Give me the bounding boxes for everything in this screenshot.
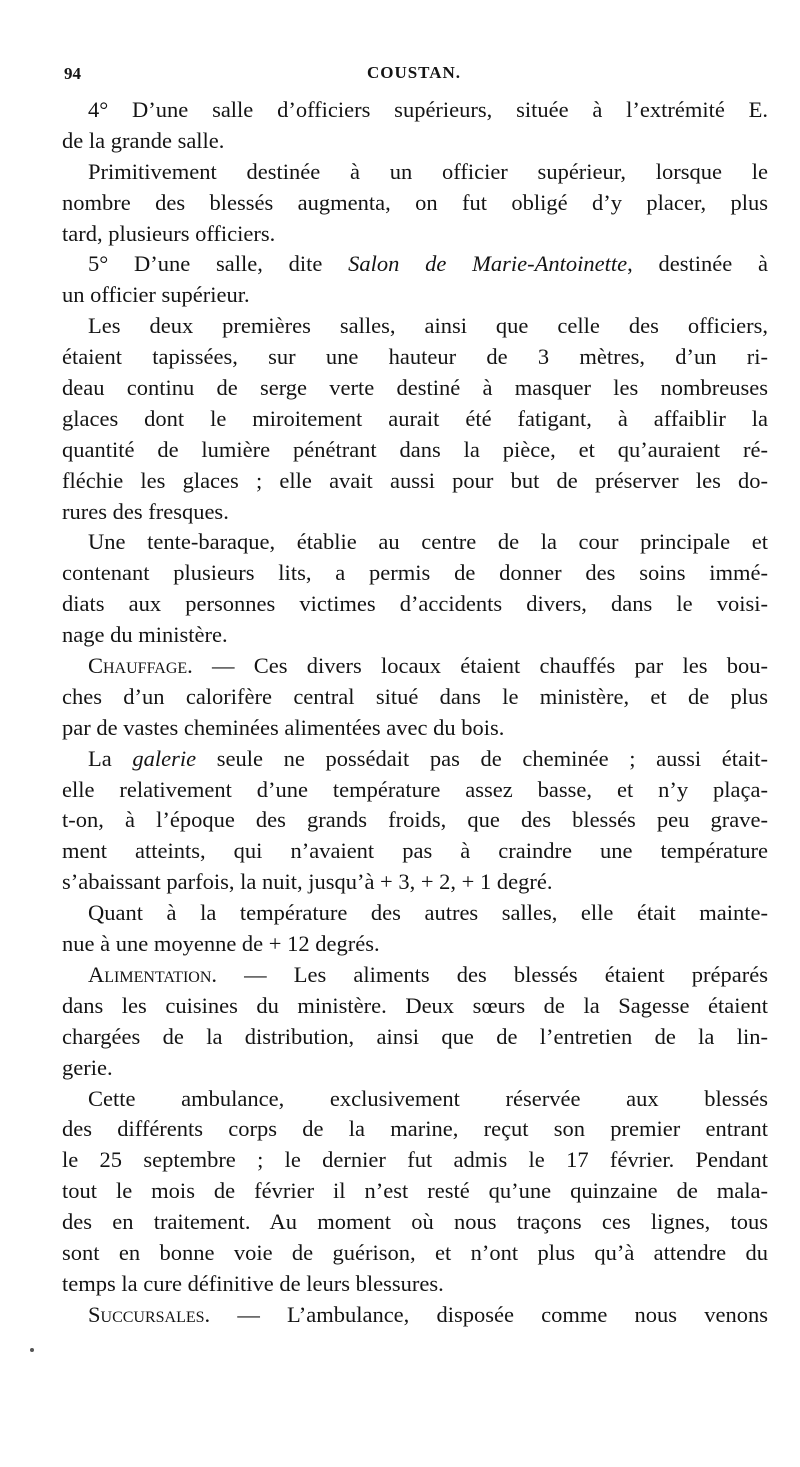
text-line [62,620,768,651]
text-run: Les deux premières salles, ainsi que celle des officiers, [88,313,768,339]
text-line [62,219,768,250]
text-line [62,836,768,867]
text-run: glaces dont le miroitement aurait été fatigant, à affaiblir la [62,405,768,431]
italic-text: galerie [132,745,197,771]
text-line [62,898,768,929]
text-line [62,744,768,775]
section-heading: Alimentation [88,961,212,987]
text-line [62,404,768,435]
text-line [62,1053,768,1084]
text-line [62,589,768,620]
text-run: 4° D’une salle d’officiers supérieurs, située à l’extrémité E. [88,97,768,122]
text-run: Cette ambulance, exclusivement réservée aux blessés [88,1085,768,1111]
text-run: deau continu de serge verte destiné à masquer les nombreuses [62,375,768,401]
text-line [62,991,768,1022]
text-run: t-on, à l’époque des grands froids, que des blessés peu grave- [62,807,768,833]
body-text [62,95,768,1331]
text-line [62,497,768,528]
text-line [62,126,768,157]
text-line [62,466,768,497]
text-line [62,95,768,126]
text-line [62,342,768,373]
text-run: fléchie les glaces ; elle avait aussi pour but de préserver les do- [62,467,768,493]
text-run: 5° D’une salle, dite [88,251,349,277]
text-run: le 25 septembre ; le dernier fut admis le 17 février. Pendant [62,1147,768,1173]
text-line [62,682,768,713]
text-run: dans les cuisines du ministère. Deux sœurs de la Sagesse étaient [62,992,768,1018]
text-run: sont en bonne voie de guérison, et n’ont plus qu’à attendre du [62,1239,768,1265]
text-line [62,1084,768,1115]
text-line [62,1022,768,1053]
text-line [62,1114,768,1145]
text-run: tard, plusieurs officiers. [62,220,276,246]
margin-mark [30,1348,34,1352]
text-run: Quant à la température des autres salles, elle était mainte- [88,900,768,926]
italic-text: Salon de Marie-Antoinette [348,251,628,277]
text-line [62,775,768,806]
text-line [62,527,768,558]
page-number: 94 [64,64,81,83]
text-line [62,1176,768,1207]
text-line [62,1238,768,1269]
text-line [62,188,768,219]
text-run: nombre des blessés augmenta, on fut obligé d’y placer, plus [62,189,768,215]
text-run: un officier supérieur. [62,282,250,308]
text-run: . — Ces divers locaux étaient chauffés par les bou- [187,653,768,679]
text-line [62,157,768,188]
running-title: COUSTAN. [366,63,462,82]
text-run: nage du ministère. [62,622,228,648]
text-run: de la grande salle. [62,127,225,153]
text-line [62,249,768,280]
text-line [62,311,768,342]
text-run: , destinée à [627,251,768,277]
text-run: des différents corps de la marine, reçut son premier entrant [62,1116,768,1142]
text-run: Primitivement destinée à un officier supérieur, lorsque le [88,158,768,184]
section-heading: Chauffage [88,653,188,679]
text-run: ches d’un calorifère central situé dans le ministère, et de plus [62,683,768,709]
text-line [62,1269,768,1300]
text-line [62,1300,768,1331]
text-line [62,435,768,466]
page-header [64,60,764,88]
section-heading: Succursales [88,1301,205,1327]
text-run: s’abaissant parfois, la nuit, jusqu’à + 3, + 2, + 1 degré. [62,869,553,895]
text-run: par de vastes cheminées alimentées avec du bois. [62,714,505,740]
text-line [62,280,768,311]
text-run: temps la cure définitive de leurs blessures. [62,1270,444,1296]
text-run: rures des fresques. [62,498,229,524]
text-line [62,960,768,991]
text-line [62,929,768,960]
text-run: tout le mois de février il n’est resté qu’une quinzaine de mala- [62,1178,768,1204]
text-run: ment atteints, qui n’avaient pas à craindre une température [62,838,768,864]
text-line [62,558,768,589]
text-line [62,805,768,836]
text-line [62,867,768,898]
text-run: contenant plusieurs lits, a permis de donner des soins immé- [62,560,768,586]
text-line [62,713,768,744]
text-run: seule ne possédait pas de cheminée ; aussi était- [196,745,768,771]
text-run: diats aux personnes victimes d’accidents divers, dans le voisi- [62,591,768,617]
text-run: . — Les aliments des blessés étaient préparés [211,961,768,987]
text-run: La [88,745,133,771]
text-line [62,651,768,682]
text-run: . — L’ambulance, disposée comme nous venons [204,1301,768,1327]
text-run: elle relativement d’une température assez basse, et n’y plaça- [62,776,768,802]
text-line [62,373,768,404]
text-run: nue à une moyenne de + 12 degrés. [62,931,380,957]
text-run: gerie. [62,1054,113,1080]
text-run: quantité de lumière pénétrant dans la pièce, et qu’auraient ré- [62,436,768,462]
text-run: étaient tapissées, sur une hauteur de 3 mètres, d’un ri- [62,344,768,370]
text-run: des en traitement. Au moment où nous traçons ces lignes, tous [62,1209,768,1235]
text-run: chargées de la distribution, ainsi que de l’entretien de la lin- [62,1023,768,1049]
text-run: Une tente-baraque, établie au centre de la cour principale et [88,529,768,555]
text-line [62,1145,768,1176]
text-line [62,1207,768,1238]
